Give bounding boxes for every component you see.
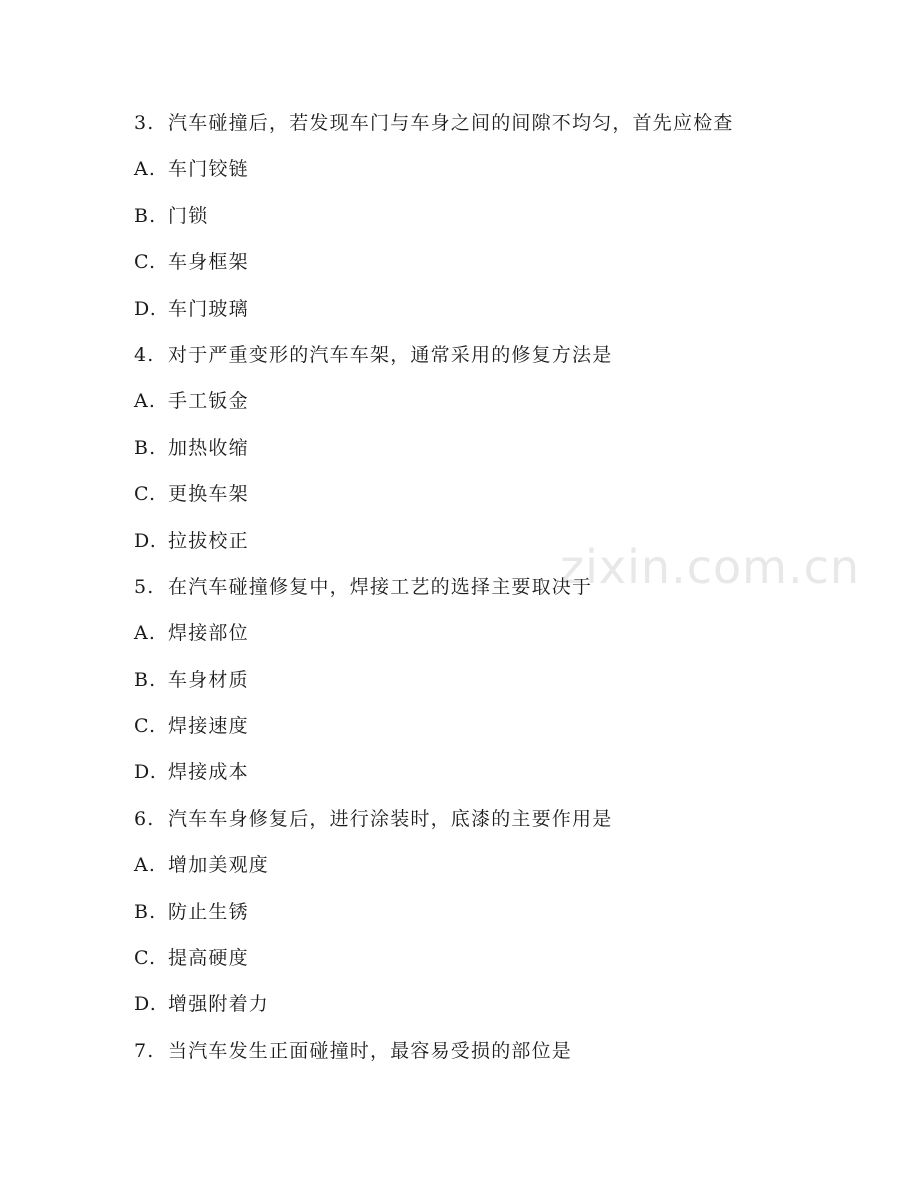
option-label: A. — [134, 390, 157, 413]
question-number: 7. — [134, 1039, 155, 1062]
question-stem — [134, 802, 834, 848]
question-stem — [134, 338, 834, 384]
option-text: 车门铰链 — [168, 158, 249, 181]
question-stem — [134, 1034, 834, 1080]
question-text: 对于严重变形的汽车车架，通常采用的修复方法是 — [168, 343, 613, 366]
option-label: B. — [134, 668, 157, 691]
question-stem — [134, 106, 834, 152]
option-item — [134, 895, 834, 941]
option-item — [134, 755, 834, 801]
watermark: zixin.com.cn — [560, 540, 861, 594]
option-text: 车身材质 — [168, 668, 249, 691]
option-item — [134, 477, 834, 523]
option-item — [134, 941, 834, 987]
question-text: 汽车车身修复后，进行涂装时，底漆的主要作用是 — [168, 807, 613, 830]
option-label: D. — [134, 761, 157, 784]
option-text: 车身框架 — [168, 251, 249, 274]
question-stem — [134, 570, 834, 616]
option-text: 手工钣金 — [168, 390, 249, 413]
option-text: 增加美观度 — [168, 854, 270, 877]
option-item — [134, 199, 834, 245]
option-label: A. — [134, 622, 157, 645]
option-label: D. — [134, 993, 157, 1016]
option-item — [134, 384, 834, 430]
option-item — [134, 431, 834, 477]
option-text: 更换车架 — [168, 483, 249, 506]
question-text: 当汽车发生正面碰撞时，最容易受损的部位是 — [168, 1039, 573, 1062]
option-label: D. — [134, 297, 157, 320]
option-label: D. — [134, 529, 157, 552]
option-item — [134, 616, 834, 662]
option-text: 拉拔校正 — [168, 529, 249, 552]
option-text: 增强附着力 — [168, 993, 270, 1016]
option-item — [134, 848, 834, 894]
option-item — [134, 663, 834, 709]
option-label: C. — [134, 947, 157, 970]
option-text: 加热收缩 — [168, 436, 249, 459]
question-list — [134, 106, 834, 1080]
option-text: 防止生锈 — [168, 900, 249, 923]
question-text: 汽车碰撞后，若发现车门与车身之间的间隙不均匀，首先应检查 — [168, 112, 734, 134]
option-item — [134, 292, 834, 338]
question-number: 6. — [134, 807, 155, 830]
option-text: 焊接成本 — [168, 761, 249, 784]
option-label: A. — [134, 158, 157, 181]
option-text: 焊接部位 — [168, 622, 249, 645]
option-text: 门锁 — [168, 204, 209, 227]
option-label: B. — [134, 436, 157, 459]
question-text: 在汽车碰撞修复中，焊接工艺的选择主要取决于 — [168, 575, 593, 598]
option-text: 车门玻璃 — [168, 297, 249, 320]
option-label: C. — [134, 483, 157, 506]
option-item — [134, 709, 834, 755]
option-item — [134, 245, 834, 291]
question-number: 5. — [134, 575, 155, 598]
option-label: B. — [134, 900, 157, 923]
option-label: A. — [134, 854, 157, 877]
option-label: B. — [134, 204, 157, 227]
option-item — [134, 987, 834, 1033]
option-label: C. — [134, 251, 157, 274]
option-text: 提高硬度 — [168, 947, 249, 970]
option-text: 焊接速度 — [168, 715, 249, 738]
option-item — [134, 152, 834, 198]
question-number: 3. — [134, 112, 155, 134]
question-number: 4. — [134, 343, 155, 366]
option-label: C. — [134, 715, 157, 738]
option-item — [134, 524, 834, 570]
